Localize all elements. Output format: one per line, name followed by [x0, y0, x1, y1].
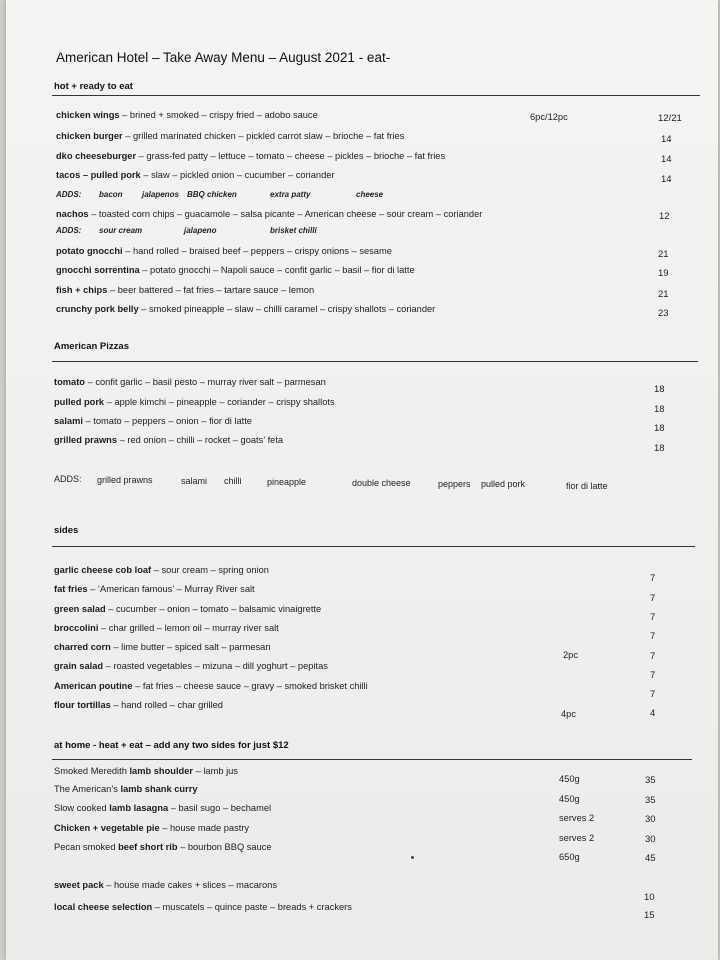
item-price: 14 [661, 174, 672, 185]
item-price: 12/21 [658, 113, 682, 124]
item-price: 7 [650, 612, 656, 623]
menu-item: charred corn – lime butter – spiced salt – parmesan [54, 642, 271, 652]
item-price: 7 [650, 689, 656, 700]
item-quantity: 2pc [563, 650, 578, 660]
section-home-heading: at home - heat + eat – add any two sides for just $12 [54, 740, 289, 751]
item-quantity: 450g [559, 794, 580, 804]
item-price: 18 [654, 443, 665, 454]
menu-item: grilled prawns – red onion – chilli – rocket – goats’ feta [54, 435, 284, 445]
item-price: 7 [650, 651, 656, 662]
add-option: fior di latte [566, 481, 608, 491]
add-option: sour cream [99, 226, 143, 235]
ink-dot [411, 856, 414, 859]
adds-label: ADDS: [54, 474, 82, 484]
item-price: 7 [650, 593, 656, 604]
menu-item: nachos – toasted corn chips – guacamole – salsa picante – American cheese – sour cream – coriander [56, 209, 483, 219]
menu-item: chicken wings – brined + smoked – crispy fried – adobo sauce [56, 110, 318, 120]
add-option: pulled pork [481, 479, 526, 489]
menu-item: potato gnocchi – hand rolled – braised beef – peppers – crispy onions – sesame [56, 246, 392, 256]
item-price: 45 [645, 853, 656, 864]
item-price: 14 [661, 134, 672, 145]
item-price: 21 [658, 249, 669, 260]
menu-item: crunchy pork belly – smoked pineapple – slaw – chilli caramel – crispy shallots – coriander [56, 304, 436, 314]
menu-item: broccolini – char grilled – lemon oil – murray river salt [54, 623, 279, 633]
item-quantity: 450g [559, 774, 580, 784]
add-option: chilli [224, 476, 242, 486]
menu-item: tomato – confit garlic – basil pesto – murray river salt – parmesan [54, 377, 326, 387]
menu-item: sweet pack – house made cakes + slices – macarons [54, 880, 277, 890]
item-price: 7 [650, 631, 656, 642]
menu-item: Chicken + vegetable pie – house made pastry [54, 823, 250, 833]
item-price: 18 [654, 404, 665, 415]
item-price: 18 [654, 384, 665, 395]
section-hot-divider [52, 95, 700, 96]
menu-item: garlic cheese cob loaf – sour cream – spring onion [54, 565, 269, 575]
item-price: 35 [645, 775, 656, 786]
section-home-divider [52, 759, 692, 760]
item-price: 4 [650, 708, 656, 719]
item-price: 15 [644, 910, 655, 921]
menu-item: salami – tomato – peppers – onion – fior di latte [54, 416, 252, 426]
section-pizzas-divider [52, 361, 698, 362]
section-sides-divider [52, 546, 695, 547]
menu-sheet [6, 0, 718, 960]
add-option: jalapeno [184, 226, 217, 235]
menu-item: flour tortillas – hand rolled – char grilled [54, 700, 223, 710]
menu-item: The American’s lamb shank curry [54, 784, 198, 794]
add-option: peppers [438, 479, 471, 489]
add-option: bacon [99, 190, 123, 199]
menu-item: tacos – pulled pork – slaw – pickled onion – cucumber – coriander [56, 170, 335, 180]
adds-label: ADDS: [56, 226, 82, 235]
item-price: 30 [645, 814, 656, 825]
add-option: grilled prawns [97, 475, 153, 485]
item-price: 12 [659, 211, 670, 222]
menu-item: chicken burger – grilled marinated chicken – pickled carrot slaw – brioche – fat fries [56, 131, 405, 141]
menu-item: fish + chips – beer battered – fat fries – tartare sauce – lemon [56, 285, 315, 295]
item-price: 7 [650, 670, 656, 681]
menu-item: gnocchi sorrentina – potato gnocchi – Napoli sauce – confit garlic – basil – fior di latte [56, 265, 415, 275]
item-quantity: 4pc [561, 709, 576, 719]
add-option: BBQ chicken [187, 190, 237, 199]
menu-item: Smoked Meredith lamb shoulder – lamb jus [54, 766, 238, 776]
add-option: pineapple [267, 477, 307, 487]
menu-item: grain salad – roasted vegetables – mizuna – dill yoghurt – pepitas [54, 661, 328, 671]
menu-item: local cheese selection – muscatels – quince paste – breads + crackers [54, 902, 352, 912]
add-option: salami [181, 476, 208, 486]
item-price: 23 [658, 308, 669, 319]
menu-item: dko cheeseburger – grass-fed patty – lettuce – tomato – cheese – pickles – brioche – fat fries [56, 151, 446, 161]
item-quantity: serves 2 [559, 813, 595, 823]
item-price: 10 [644, 892, 655, 903]
item-quantity: serves 2 [559, 833, 595, 843]
item-price: 18 [654, 423, 665, 434]
item-price: 30 [645, 834, 656, 845]
item-price: 19 [658, 268, 669, 279]
menu-item: Pecan smoked beef short rib – bourbon BBQ sauce [54, 842, 272, 852]
item-price: 7 [650, 573, 656, 584]
add-option: extra patty [270, 190, 311, 199]
item-price: 21 [658, 289, 669, 300]
menu-item: American poutine – fat fries – cheese sauce – gravy – smoked brisket chilli [54, 681, 368, 691]
add-option: cheese [356, 190, 384, 199]
item-price: 35 [645, 795, 656, 806]
item-price: 14 [661, 154, 672, 165]
menu-item: Slow cooked lamb lasagna – basil sugo – bechamel [54, 803, 272, 813]
menu-item: fat fries – ‘American famous’ – Murray River salt [54, 584, 255, 594]
section-pizzas-heading: American Pizzas [54, 341, 129, 352]
add-option: brisket chilli [270, 226, 317, 235]
page-title: American Hotel – Take Away Menu – August 2021 - eat- [56, 50, 391, 65]
section-sides-heading: sides [54, 525, 79, 536]
menu-item: pulled pork – apple kimchi – pineapple – coriander – crispy shallots [54, 397, 335, 407]
item-quantity: 6pc/12pc [530, 112, 568, 122]
adds-label: ADDS: [56, 190, 82, 199]
add-option: jalapenos [142, 190, 179, 199]
section-hot-heading: hot + ready to eat [54, 81, 133, 92]
menu-item: green salad – cucumber – onion – tomato – balsamic vinaigrette [54, 604, 322, 614]
item-quantity: 650g [559, 852, 580, 862]
add-option: double cheese [352, 478, 411, 488]
